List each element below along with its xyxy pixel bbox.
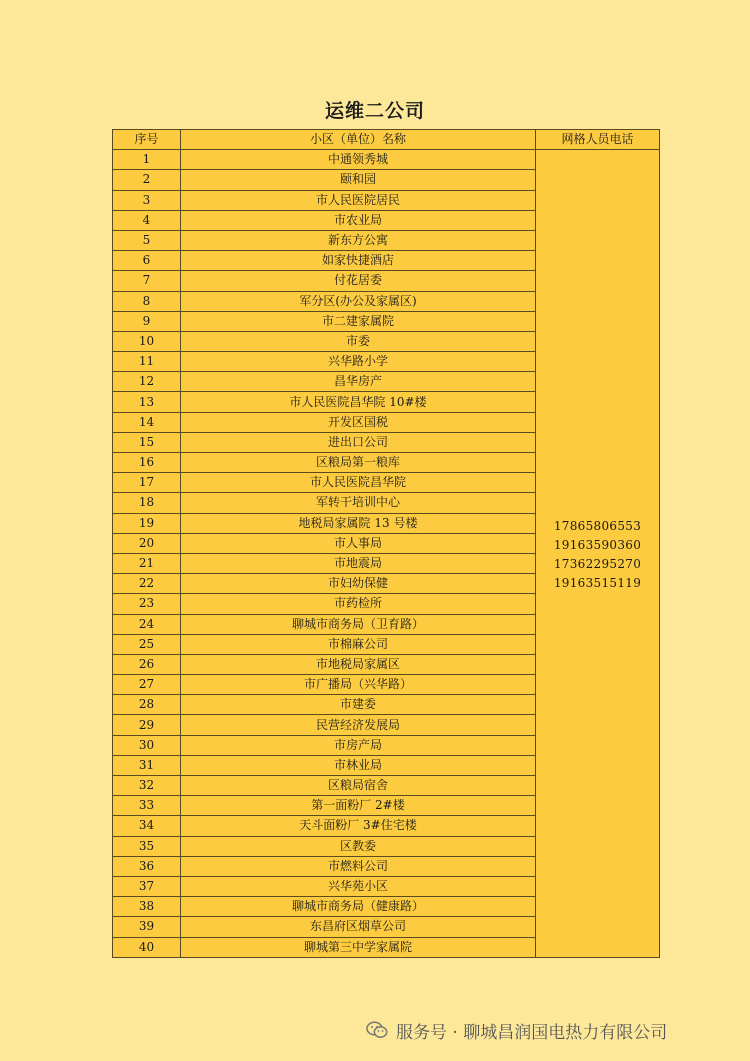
footer-text: 服务号 · 聊城昌润国电热力有限公司 <box>396 1022 668 1043</box>
serial-number-cell: 23 <box>113 594 181 614</box>
community-name-cell: 市广播局（兴华路） <box>181 675 536 695</box>
community-name-cell: 市燃料公司 <box>181 856 536 876</box>
header-grid-phone: 网格人员电话 <box>536 130 660 150</box>
serial-number-cell: 29 <box>113 715 181 735</box>
serial-number-cell: 20 <box>113 533 181 553</box>
community-name-cell: 民营经济发展局 <box>181 715 536 735</box>
serial-number-cell: 13 <box>113 392 181 412</box>
table-body <box>113 150 660 958</box>
grid-contact-table <box>112 129 660 958</box>
community-name-cell: 聊城市商务局（健康路） <box>181 897 536 917</box>
serial-number-cell: 10 <box>113 331 181 351</box>
serial-number-cell: 30 <box>113 735 181 755</box>
serial-number-cell: 40 <box>113 937 181 957</box>
table-header-row <box>113 130 660 150</box>
serial-number-cell: 5 <box>113 230 181 250</box>
serial-number-cell: 39 <box>113 917 181 937</box>
serial-number-cell: 1 <box>113 150 181 170</box>
community-name-cell: 市房产局 <box>181 735 536 755</box>
community-name-cell: 市妇幼保健 <box>181 574 536 594</box>
community-name-cell: 市人民医院昌华院 10#楼 <box>181 392 536 412</box>
serial-number-cell: 19 <box>113 513 181 533</box>
serial-number-cell: 34 <box>113 816 181 836</box>
community-name-cell: 市棉麻公司 <box>181 634 536 654</box>
serial-number-cell: 14 <box>113 412 181 432</box>
serial-number-cell: 27 <box>113 675 181 695</box>
community-name-cell: 兴华路小学 <box>181 352 536 372</box>
community-name-cell: 聊城市商务局（卫育路） <box>181 614 536 634</box>
serial-number-cell: 21 <box>113 553 181 573</box>
serial-number-cell: 33 <box>113 796 181 816</box>
community-name-cell: 军转干培训中心 <box>181 493 536 513</box>
serial-number-cell: 15 <box>113 432 181 452</box>
community-name-cell: 聊城第三中学家属院 <box>181 937 536 957</box>
community-name-cell: 市人民医院居民 <box>181 190 536 210</box>
header-community-name: 小区（单位）名称 <box>181 130 536 150</box>
serial-number-cell: 25 <box>113 634 181 654</box>
serial-number-cell: 11 <box>113 352 181 372</box>
community-name-cell: 兴华苑小区 <box>181 876 536 896</box>
phone-list <box>536 517 659 593</box>
phone-number: 17865806553 <box>553 519 642 534</box>
grid-phone-cell <box>536 150 660 958</box>
community-name-cell: 中通领秀城 <box>181 150 536 170</box>
serial-number-cell: 7 <box>113 271 181 291</box>
page-title: 运维二公司 <box>324 100 425 122</box>
community-name-cell: 区粮局第一粮库 <box>181 453 536 473</box>
community-name-cell: 市农业局 <box>181 210 536 230</box>
phone-number: 19163590360 <box>553 538 642 553</box>
serial-number-cell: 36 <box>113 856 181 876</box>
serial-number-cell: 24 <box>113 614 181 634</box>
community-name-cell: 第一面粉厂 2#楼 <box>181 796 536 816</box>
serial-number-cell: 37 <box>113 876 181 896</box>
community-name-cell: 如家快捷酒店 <box>181 251 536 271</box>
community-name-cell: 市二建家属院 <box>181 311 536 331</box>
community-name-cell: 东昌府区烟草公司 <box>181 917 536 937</box>
community-name-cell: 市委 <box>181 331 536 351</box>
community-name-cell: 市地震局 <box>181 553 536 573</box>
serial-number-cell: 9 <box>113 311 181 331</box>
serial-number-cell: 3 <box>113 190 181 210</box>
serial-number-cell: 31 <box>113 755 181 775</box>
community-name-cell: 地税局家属院 13 号楼 <box>181 513 536 533</box>
serial-number-cell: 22 <box>113 574 181 594</box>
serial-number-cell: 4 <box>113 210 181 230</box>
community-name-cell: 市药检所 <box>181 594 536 614</box>
serial-number-cell: 12 <box>113 372 181 392</box>
serial-number-cell: 8 <box>113 291 181 311</box>
community-name-cell: 市地税局家属区 <box>181 654 536 674</box>
serial-number-cell: 18 <box>113 493 181 513</box>
community-name-cell: 昌华房产 <box>181 372 536 392</box>
community-name-cell: 新东方公寓 <box>181 230 536 250</box>
community-name-cell: 天斗面粉厂 3#住宅楼 <box>181 816 536 836</box>
serial-number-cell: 28 <box>113 695 181 715</box>
community-name-cell: 开发区国税 <box>181 412 536 432</box>
serial-number-cell: 2 <box>113 170 181 190</box>
serial-number-cell: 6 <box>113 251 181 271</box>
serial-number-cell: 35 <box>113 836 181 856</box>
community-name-cell: 进出口公司 <box>181 432 536 452</box>
header-serial-number: 序号 <box>113 130 181 150</box>
phone-number: 17362295270 <box>553 557 642 572</box>
wechat-icon <box>366 1021 388 1039</box>
community-name-cell: 市林业局 <box>181 755 536 775</box>
serial-number-cell: 16 <box>113 453 181 473</box>
community-name-cell: 付花居委 <box>181 271 536 291</box>
footer-attribution <box>366 1017 667 1043</box>
community-name-cell: 区粮局宿舍 <box>181 776 536 796</box>
community-name-cell: 区教委 <box>181 836 536 856</box>
serial-number-cell: 32 <box>113 776 181 796</box>
serial-number-cell: 38 <box>113 897 181 917</box>
community-name-cell: 市人民医院昌华院 <box>181 473 536 493</box>
phone-number: 19163515119 <box>553 576 642 591</box>
community-name-cell: 市人事局 <box>181 533 536 553</box>
community-name-cell: 军分区(办公及家属区) <box>181 291 536 311</box>
community-name-cell: 颐和园 <box>181 170 536 190</box>
community-name-cell: 市建委 <box>181 695 536 715</box>
serial-number-cell: 26 <box>113 654 181 674</box>
serial-number-cell: 17 <box>113 473 181 493</box>
table-row <box>113 150 660 170</box>
